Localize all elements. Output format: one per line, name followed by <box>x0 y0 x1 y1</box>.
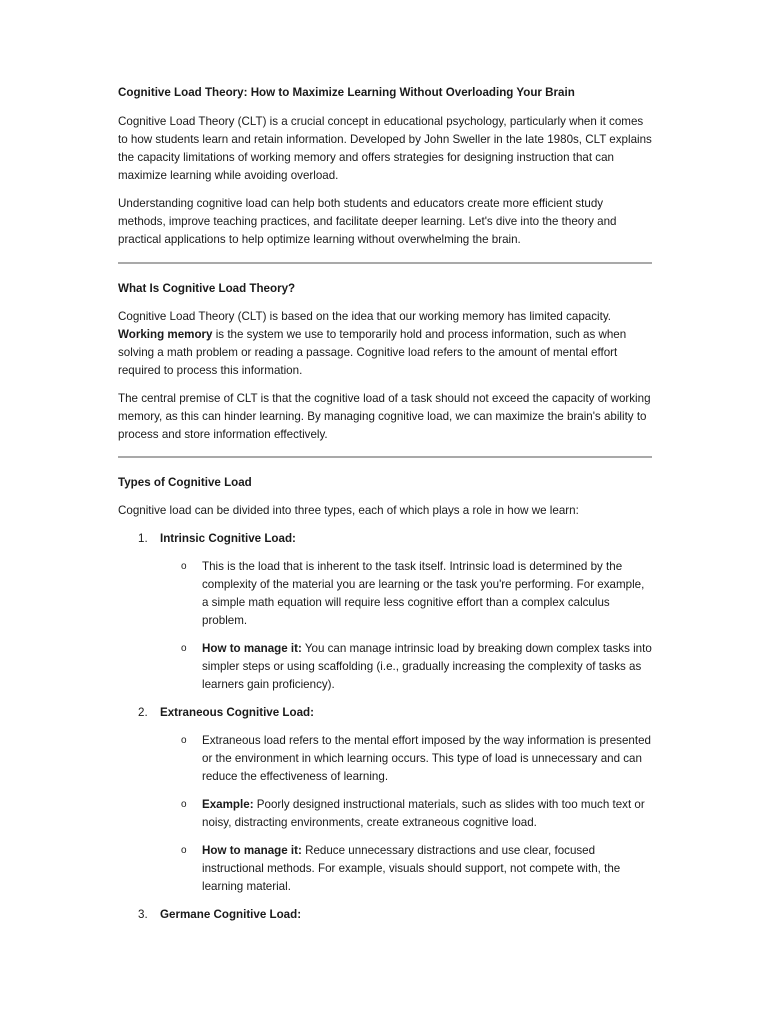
types-intro: Cognitive load can be divided into three types, each of which plays a role in how we learn: <box>118 504 579 517</box>
intro-paragraph-1: Cognitive Load Theory (CLT) is a crucial concept in educational psychology, particularly when it comes to how students learn and retain information. Developed by John Sweller in the late 1980s, CLT explains the capacity limitations of working memory and offers strategies for designing instruction that can maximize learning while avoiding overload. <box>118 115 652 182</box>
list-number: 1. <box>138 532 148 545</box>
document-title: Cognitive Load Theory: How to Maximize Learning Without Overloading Your Brain <box>118 86 575 99</box>
list-item-germane <box>118 906 652 924</box>
bullet-circle-icon: o <box>181 561 187 572</box>
bullet-circle-icon: o <box>181 799 187 810</box>
section-divider <box>118 262 652 264</box>
bullet-circle-icon: o <box>181 845 187 856</box>
section-heading-types: Types of Cognitive Load <box>118 476 252 489</box>
list-number: 2. <box>138 706 148 719</box>
document-content <box>118 84 652 924</box>
sub-bullet-text: This is the load that is inherent to the task itself. Intrinsic load is determined by the complexity of the material you are learning or the task you're performing. For example, a simple math equation will require less cognitive effort than a complex calculus problem. <box>202 560 645 627</box>
sub-bullet <box>118 732 652 786</box>
sub-bullet-bold: Example: <box>202 798 254 811</box>
section-divider <box>118 456 652 458</box>
list-item-extraneous <box>118 704 652 722</box>
section1-paragraph-2: The central premise of CLT is that the cognitive load of a task should not exceed the capacity of working memory, as this can hinder learning. By managing cognitive load, we can maximize the brain's ability to process and store information effectively. <box>118 392 651 441</box>
types-list <box>118 530 652 924</box>
section1-p1-start: Cognitive Load Theory (CLT) is based on the idea that our working memory has limited capacity. <box>118 310 611 323</box>
list-item-intrinsic <box>118 530 652 548</box>
sub-bullet-bold: How to manage it: <box>202 844 302 857</box>
sub-bullet-text: Reduce unnecessary distractions and use clear, focused instructional methods. For example, visuals should support, not compete with, the learning material. <box>202 844 621 893</box>
sub-bullet <box>118 640 652 694</box>
sub-bullet-text: You can manage intrinsic load by breaking down complex tasks into simpler steps or using scaffolding (i.e., gradually increasing the complexity of tasks as learners gain proficiency). <box>202 642 652 691</box>
bullet-circle-icon: o <box>181 643 187 654</box>
sub-bullet <box>118 558 652 630</box>
bullet-circle-icon: o <box>181 735 187 746</box>
list-item-label: Extraneous Cognitive Load: <box>160 706 314 719</box>
intro-paragraph-2: Understanding cognitive load can help both students and educators create more efficient study methods, improve teaching practices, and facilitate deeper learning. Let's dive into the theory and practical applications to help optimize learning without overwhelming the brain. <box>118 197 617 246</box>
list-item-label: Germane Cognitive Load: <box>160 908 302 921</box>
sub-bullet <box>118 796 652 832</box>
list-number: 3. <box>138 908 148 921</box>
working-memory-term: Working memory <box>118 328 213 341</box>
section1-p1-rest: is the system we use to temporarily hold and process information, such as when solving a math problem or reading a passage. Cognitive load refers to the amount of mental effort required to process this information. <box>118 328 627 377</box>
section-heading-what-is-clt: What Is Cognitive Load Theory? <box>118 282 296 295</box>
sub-bullet-bold: How to manage it: <box>202 642 302 655</box>
list-item-label: Intrinsic Cognitive Load: <box>160 532 296 545</box>
sub-bullet-text: Poorly designed instructional materials, such as slides with too much text or noisy, distracting environments, create extraneous cognitive load. <box>202 798 645 829</box>
sub-bullet <box>118 842 652 896</box>
sub-bullet-text: Extraneous load refers to the mental effort imposed by the way information is presented or the environment in which learning occurs. This type of load is unnecessary and can reduce the effectiveness of learning. <box>202 734 651 783</box>
section1-paragraph-1 <box>118 308 652 380</box>
